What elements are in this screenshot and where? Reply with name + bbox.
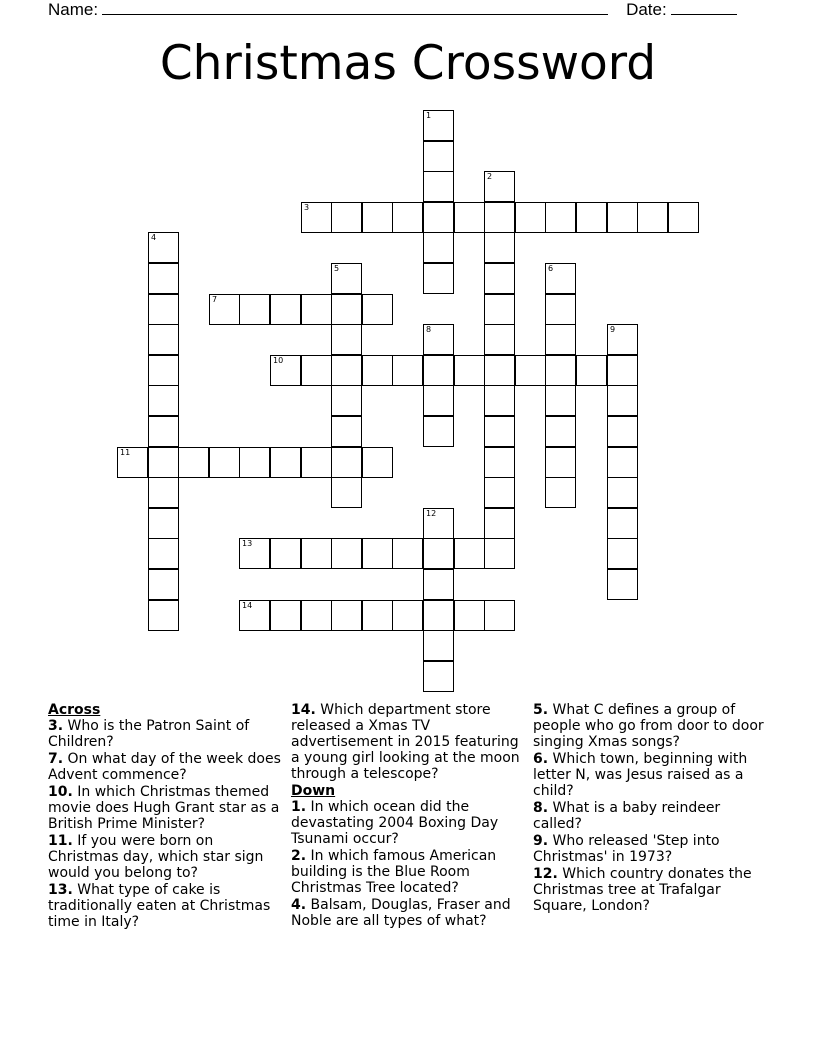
clue-list bbox=[291, 702, 527, 782]
crossword-cell[interactable] bbox=[331, 447, 362, 478]
crossword-cell[interactable] bbox=[423, 202, 454, 233]
crossword-cell[interactable] bbox=[484, 538, 515, 569]
crossword-cell[interactable] bbox=[362, 600, 393, 631]
crossword-cell[interactable] bbox=[423, 141, 454, 172]
crossword-cell[interactable] bbox=[454, 355, 485, 386]
clue-number: 8. bbox=[533, 800, 549, 816]
clue-number: 12. bbox=[533, 866, 558, 882]
crossword-cell[interactable] bbox=[148, 508, 179, 539]
crossword-cell[interactable] bbox=[301, 538, 332, 569]
crossword-cell[interactable] bbox=[484, 355, 515, 386]
crossword-cell[interactable] bbox=[270, 538, 301, 569]
crossword-cell[interactable] bbox=[545, 263, 576, 294]
date-label: Date: bbox=[626, 0, 667, 19]
crossword-cell[interactable] bbox=[423, 324, 454, 355]
cell-number: 12 bbox=[426, 509, 437, 518]
clue-text: Which country donates the Christmas tree at Trafalgar Square, London? bbox=[533, 866, 752, 914]
clue-item bbox=[48, 718, 284, 750]
crossword-cell[interactable] bbox=[454, 202, 485, 233]
name-label: Name: bbox=[48, 0, 99, 19]
crossword-cell[interactable] bbox=[454, 600, 485, 631]
crossword-cell[interactable] bbox=[545, 416, 576, 447]
clue-number: 9. bbox=[533, 833, 549, 849]
clue-text: In which Christmas themed movie does Hugh Grant star as a British Prime Minister? bbox=[48, 784, 280, 832]
clue-item bbox=[291, 848, 527, 896]
cell-number: 5 bbox=[334, 264, 340, 273]
crossword-cell[interactable] bbox=[331, 600, 362, 631]
clue-item bbox=[533, 833, 769, 865]
crossword-cell[interactable] bbox=[637, 202, 668, 233]
clue-number: 10. bbox=[48, 784, 73, 800]
clue-column-2 bbox=[291, 702, 527, 930]
clue-item bbox=[48, 784, 284, 832]
cell-number: 3 bbox=[304, 203, 310, 212]
crossword-cell[interactable] bbox=[301, 355, 332, 386]
crossword-cell[interactable] bbox=[301, 294, 332, 325]
crossword-cell[interactable] bbox=[270, 447, 301, 478]
crossword-cell[interactable] bbox=[270, 294, 301, 325]
clue-text: Which department store released a Xmas TV advertisement in 2015 featuring a young girl looking at the moon through a telescope? bbox=[291, 702, 520, 782]
crossword-cell[interactable] bbox=[331, 294, 362, 325]
crossword-cell[interactable] bbox=[331, 324, 362, 355]
crossword-cell[interactable] bbox=[148, 477, 179, 508]
clue-item bbox=[533, 866, 769, 914]
crossword-cell[interactable] bbox=[607, 324, 638, 355]
cell-number: 4 bbox=[151, 233, 157, 242]
clue-number: 13. bbox=[48, 882, 73, 898]
crossword-cell[interactable] bbox=[148, 263, 179, 294]
crossword-cell[interactable] bbox=[607, 538, 638, 569]
clue-item bbox=[48, 833, 284, 881]
crossword-cell[interactable] bbox=[209, 294, 240, 325]
down-heading: Down bbox=[291, 783, 336, 799]
crossword-cell[interactable] bbox=[209, 447, 240, 478]
crossword-cell[interactable] bbox=[607, 477, 638, 508]
crossword-cell[interactable] bbox=[545, 355, 576, 386]
clue-column-1 bbox=[48, 702, 284, 931]
crossword-cell[interactable] bbox=[331, 416, 362, 447]
clue-number: 7. bbox=[48, 751, 64, 767]
clue-item bbox=[48, 751, 284, 783]
crossword-cell[interactable] bbox=[148, 447, 179, 478]
crossword-cell[interactable] bbox=[423, 569, 454, 600]
crossword-cell[interactable] bbox=[331, 477, 362, 508]
clue-item bbox=[48, 882, 284, 930]
clue-text: In which ocean did the devastating 2004 Boxing Day Tsunami occur? bbox=[291, 799, 499, 847]
crossword-cell[interactable] bbox=[148, 416, 179, 447]
crossword-cell[interactable] bbox=[148, 355, 179, 386]
crossword-cell[interactable] bbox=[545, 447, 576, 478]
crossword-cell[interactable] bbox=[362, 355, 393, 386]
crossword-cell[interactable] bbox=[668, 202, 699, 233]
clue-text: Which town, beginning with letter N, was Jesus raised as a child? bbox=[533, 751, 748, 799]
crossword-cell[interactable] bbox=[515, 202, 546, 233]
crossword-cell[interactable] bbox=[545, 294, 576, 325]
crossword-cell[interactable] bbox=[239, 538, 270, 569]
crossword-cell[interactable] bbox=[362, 538, 393, 569]
crossword-cell[interactable] bbox=[148, 385, 179, 416]
clue-text: In which famous American building is the Blue Room Christmas Tree located? bbox=[291, 848, 497, 896]
crossword-cell[interactable] bbox=[239, 600, 270, 631]
crossword-cell[interactable] bbox=[270, 600, 301, 631]
crossword-cell[interactable] bbox=[484, 202, 515, 233]
clue-list bbox=[48, 718, 284, 930]
cell-number: 2 bbox=[487, 172, 493, 181]
crossword-cell[interactable] bbox=[148, 569, 179, 600]
crossword-cell[interactable] bbox=[331, 355, 362, 386]
across-heading: Across bbox=[48, 702, 101, 718]
crossword-cell[interactable] bbox=[607, 202, 638, 233]
crossword-cell[interactable] bbox=[607, 447, 638, 478]
crossword-cell[interactable] bbox=[484, 324, 515, 355]
crossword-cell[interactable] bbox=[454, 538, 485, 569]
clue-number: 6. bbox=[533, 751, 549, 767]
crossword-cell[interactable] bbox=[117, 447, 148, 478]
clue-text: On what day of the week does Advent commence? bbox=[48, 751, 281, 783]
crossword-cell[interactable] bbox=[484, 171, 515, 202]
crossword-cell[interactable] bbox=[423, 661, 454, 692]
crossword-cell[interactable] bbox=[484, 477, 515, 508]
crossword-cell[interactable] bbox=[545, 385, 576, 416]
clue-text: Balsam, Douglas, Fraser and Noble are all types of what? bbox=[291, 897, 511, 929]
clue-item bbox=[533, 702, 769, 750]
clue-list bbox=[291, 799, 527, 929]
crossword-cell[interactable] bbox=[423, 630, 454, 661]
clue-number: 14. bbox=[291, 702, 316, 718]
crossword-cell[interactable] bbox=[362, 202, 393, 233]
cell-number: 7 bbox=[212, 295, 218, 304]
crossword-cell[interactable] bbox=[148, 294, 179, 325]
crossword-cell[interactable] bbox=[148, 600, 179, 631]
clue-text: If you were born on Christmas day, which star sign would you belong to? bbox=[48, 833, 264, 881]
crossword-cell[interactable] bbox=[423, 171, 454, 202]
crossword-cell[interactable] bbox=[484, 385, 515, 416]
crossword-cell[interactable] bbox=[607, 416, 638, 447]
crossword-cell[interactable] bbox=[423, 600, 454, 631]
cell-number: 9 bbox=[610, 325, 616, 334]
crossword-cell[interactable] bbox=[270, 355, 301, 386]
crossword-cell[interactable] bbox=[423, 263, 454, 294]
clue-list bbox=[533, 702, 769, 914]
clue-text: Who released 'Step into Christmas' in 1973? bbox=[533, 833, 720, 865]
crossword-cell[interactable] bbox=[484, 416, 515, 447]
cell-number: 10 bbox=[273, 356, 284, 365]
crossword-cell[interactable] bbox=[392, 355, 423, 386]
crossword-cell[interactable] bbox=[423, 385, 454, 416]
crossword-cell[interactable] bbox=[545, 324, 576, 355]
clue-number: 1. bbox=[291, 799, 307, 815]
crossword-cell[interactable] bbox=[484, 232, 515, 263]
crossword-cell[interactable] bbox=[392, 202, 423, 233]
clue-number: 4. bbox=[291, 897, 307, 913]
crossword-cell[interactable] bbox=[331, 538, 362, 569]
crossword-cell[interactable] bbox=[576, 355, 607, 386]
crossword-cell[interactable] bbox=[607, 508, 638, 539]
cell-number: 6 bbox=[548, 264, 554, 273]
crossword-cell[interactable] bbox=[484, 508, 515, 539]
crossword-cell[interactable] bbox=[423, 508, 454, 539]
crossword-cell[interactable] bbox=[423, 416, 454, 447]
crossword-cell[interactable] bbox=[362, 447, 393, 478]
crossword-cell[interactable] bbox=[362, 294, 393, 325]
clue-column-3 bbox=[533, 702, 769, 915]
crossword-cell[interactable] bbox=[423, 110, 454, 141]
crossword-cell[interactable] bbox=[331, 202, 362, 233]
clue-item bbox=[533, 800, 769, 832]
crossword-cell[interactable] bbox=[301, 447, 332, 478]
clue-text: Who is the Patron Saint of Children? bbox=[48, 718, 250, 750]
crossword-cell[interactable] bbox=[178, 447, 209, 478]
crossword-cell[interactable] bbox=[239, 447, 270, 478]
clue-number: 5. bbox=[533, 702, 549, 718]
clue-item bbox=[291, 799, 527, 847]
crossword-cell[interactable] bbox=[484, 600, 515, 631]
crossword-cell[interactable] bbox=[331, 385, 362, 416]
clue-number: 3. bbox=[48, 718, 64, 734]
clue-number: 2. bbox=[291, 848, 307, 864]
crossword-cell[interactable] bbox=[545, 477, 576, 508]
crossword-cell[interactable] bbox=[239, 294, 270, 325]
crossword-cell[interactable] bbox=[148, 324, 179, 355]
crossword-cell[interactable] bbox=[484, 263, 515, 294]
crossword-cell[interactable] bbox=[607, 385, 638, 416]
cell-number: 8 bbox=[426, 325, 432, 334]
clue-item bbox=[291, 897, 527, 929]
page-title: Christmas Crossword bbox=[159, 36, 657, 91]
clue-text: What is a baby reindeer called? bbox=[533, 800, 721, 832]
crossword-cell[interactable] bbox=[607, 355, 638, 386]
crossword-cell[interactable] bbox=[515, 355, 546, 386]
cell-number: 14 bbox=[242, 601, 253, 610]
crossword-cell[interactable] bbox=[484, 294, 515, 325]
crossword-cell[interactable] bbox=[545, 202, 576, 233]
crossword-cell[interactable] bbox=[148, 538, 179, 569]
crossword-cell[interactable] bbox=[423, 232, 454, 263]
crossword-cell[interactable] bbox=[392, 600, 423, 631]
crossword-cell[interactable] bbox=[392, 538, 423, 569]
crossword-cell[interactable] bbox=[423, 538, 454, 569]
crossword-cell[interactable] bbox=[423, 355, 454, 386]
clue-item bbox=[533, 751, 769, 799]
crossword-cell[interactable] bbox=[484, 447, 515, 478]
clue-number: 11. bbox=[48, 833, 73, 849]
crossword-cell[interactable] bbox=[148, 232, 179, 263]
crossword-cell[interactable] bbox=[607, 569, 638, 600]
cell-number: 13 bbox=[242, 539, 253, 548]
crossword-cell[interactable] bbox=[301, 600, 332, 631]
clue-text: What C defines a group of people who go from door to door singing Xmas songs? bbox=[533, 702, 764, 750]
crossword-cell[interactable] bbox=[301, 202, 332, 233]
clue-text: What type of cake is traditionally eaten at Christmas time in Italy? bbox=[48, 882, 271, 930]
crossword-cell[interactable] bbox=[576, 202, 607, 233]
cell-number: 11 bbox=[120, 448, 131, 457]
crossword-cell[interactable] bbox=[331, 263, 362, 294]
clue-item bbox=[291, 702, 527, 782]
cell-number: 1 bbox=[426, 111, 432, 120]
